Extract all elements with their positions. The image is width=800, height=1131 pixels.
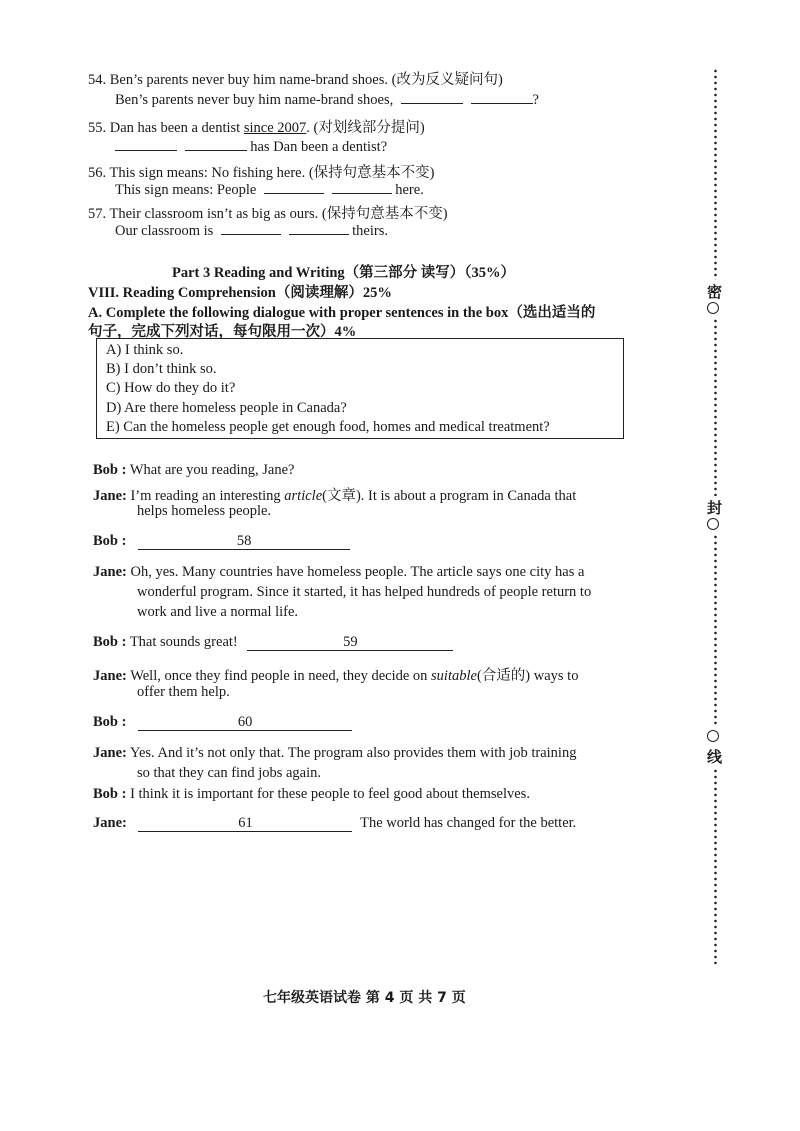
dialogue-line-jane-4	[93, 745, 576, 762]
option-a: A) I think so.	[106, 342, 184, 358]
question-mark: ?	[532, 92, 539, 108]
answer-blank-60[interactable]: 60	[138, 714, 352, 731]
italic-word: suitable	[431, 668, 477, 684]
speaker-jane: Jane:	[93, 815, 127, 831]
dialogue-text-pre: Well, once they find people in need, they decide on	[130, 668, 432, 684]
speaker-bob: Bob :	[93, 714, 127, 730]
question-text: Ben’s parents never buy him name-brand shoes. (改为反义疑问句)	[109, 72, 503, 88]
question-text: This sign means: No fishing here. (保持句意基本不变)	[109, 165, 435, 181]
question-56-answer-line	[115, 181, 424, 199]
question-text: Their classroom isn’t as big as ours. (保持句意基本不变)	[109, 206, 448, 222]
page-footer: 七年级英语试卷 第 4 页 共 7 页	[263, 990, 466, 1006]
speaker-jane: Jane:	[93, 668, 127, 684]
dialogue-line-bob-1	[93, 462, 294, 479]
dialogue-text: What are you reading, Jane?	[129, 462, 295, 478]
underlined-phrase: since 2007	[243, 120, 307, 136]
answer-suffix: has Dan been a dentist?	[250, 139, 388, 155]
answer-prompt: Our classroom is	[115, 223, 214, 239]
dialogue-text-post: (文章). It is about a program in Canada that	[322, 488, 577, 504]
speaker-jane: Jane:	[93, 745, 127, 761]
dialogue-text-pre: I’m reading an interesting	[130, 488, 285, 504]
answer-blank[interactable]	[471, 91, 533, 104]
question-55-answer-line	[115, 138, 387, 156]
dialogue-text: Yes. And it’s not only that. The program also provides them with job training	[129, 745, 577, 761]
dialogue-line-bob-3	[93, 634, 453, 651]
answer-blank[interactable]	[185, 138, 247, 151]
seal-dotted-line	[714, 68, 717, 280]
answer-suffix: theirs.	[352, 223, 388, 239]
answer-blank[interactable]	[289, 222, 349, 235]
option-b: B) I don’t think so.	[106, 361, 217, 377]
answer-blank[interactable]	[115, 138, 177, 151]
section-title: VIII. Reading Comprehension（阅读理解）25%	[88, 285, 392, 301]
answer-prompt: Ben’s parents never buy him name-brand shoes,	[115, 92, 394, 108]
dialogue-text: I think it is important for these people to feel good about themselves.	[130, 786, 530, 802]
dialogue-continuation: so that they can find jobs again.	[137, 765, 322, 781]
instruction-line-1: A. Complete the following dialogue with proper sentences in the box（选出适当的	[88, 305, 596, 321]
seal-circle-icon	[707, 518, 719, 530]
question-number: 57.	[88, 206, 107, 222]
answer-suffix: here.	[395, 182, 424, 198]
dialogue-line-bob-2	[93, 533, 350, 550]
answer-blank-58[interactable]: 58	[138, 533, 350, 550]
answer-blank-59[interactable]: 59	[247, 634, 453, 651]
question-text-post: . (对划线部分提问)	[306, 120, 425, 136]
dialogue-text: Oh, yes. Many countries have homeless people. The article says one city has a	[130, 564, 585, 580]
speaker-bob: Bob :	[93, 462, 127, 478]
speaker-jane: Jane:	[93, 488, 127, 504]
answer-blank[interactable]	[332, 181, 392, 194]
answer-blank[interactable]	[221, 222, 281, 235]
options-box	[96, 338, 624, 439]
option-c: C) How do they do it?	[106, 380, 236, 396]
seal-circle-icon	[707, 730, 719, 742]
question-57-answer-line	[115, 222, 388, 240]
question-57	[88, 202, 448, 223]
question-number: 54.	[88, 72, 107, 88]
dialogue-continuation: helps homeless people.	[137, 503, 272, 519]
answer-prompt: This sign means: People	[115, 182, 257, 198]
answer-blank-61[interactable]: 61	[138, 815, 352, 832]
question-55	[88, 116, 425, 137]
italic-word: article	[284, 488, 323, 504]
dialogue-line-bob-5	[93, 786, 530, 803]
seal-circle-icon	[707, 302, 719, 314]
question-number: 55.	[88, 120, 107, 136]
answer-blank[interactable]	[264, 181, 324, 194]
seal-char-mi: 密	[707, 283, 723, 301]
speaker-jane: Jane:	[93, 564, 127, 580]
dialogue-continuation: wonderful program. Since it started, it has helped hundreds of people return to	[137, 584, 592, 600]
speaker-bob: Bob :	[93, 786, 127, 802]
question-54	[88, 68, 503, 89]
seal-dotted-line	[714, 534, 717, 726]
part-3-title: Part 3 Reading and Writing（第三部分 读写）（35%）	[172, 265, 516, 281]
dialogue-line-bob-4	[93, 714, 352, 731]
option-d: D) Are there homeless people in Canada?	[106, 400, 347, 416]
dialogue-text-post: (合适的) ways to	[476, 668, 579, 684]
instruction-line-2: 句子，完成下列对话，每句限用一次）4%	[88, 324, 357, 340]
speaker-bob: Bob :	[93, 533, 127, 549]
seal-char-feng: 封	[707, 499, 723, 517]
dialogue-line-jane-3	[93, 664, 578, 685]
dialogue-continuation: work and live a normal life.	[137, 604, 299, 620]
question-text-pre: Dan has been a dentist	[109, 120, 244, 136]
dialogue-line-jane-5	[93, 815, 576, 832]
dialogue-line-jane-2	[93, 564, 584, 581]
speaker-bob: Bob :	[93, 634, 127, 650]
question-54-answer-line	[115, 91, 539, 109]
option-e: E) Can the homeless people get enough food, homes and medical treatment?	[106, 419, 550, 435]
question-56	[88, 161, 435, 182]
dialogue-text: The world has changed for the better.	[360, 815, 577, 831]
answer-blank[interactable]	[401, 91, 463, 104]
dialogue-continuation: offer them help.	[137, 684, 230, 700]
seal-dotted-line	[714, 318, 717, 496]
seal-dotted-line	[714, 768, 717, 964]
question-number: 56.	[88, 165, 107, 181]
seal-char-xian: 线	[707, 748, 723, 766]
dialogue-text: That sounds great!	[129, 634, 238, 650]
dialogue-line-jane-1	[93, 484, 576, 505]
